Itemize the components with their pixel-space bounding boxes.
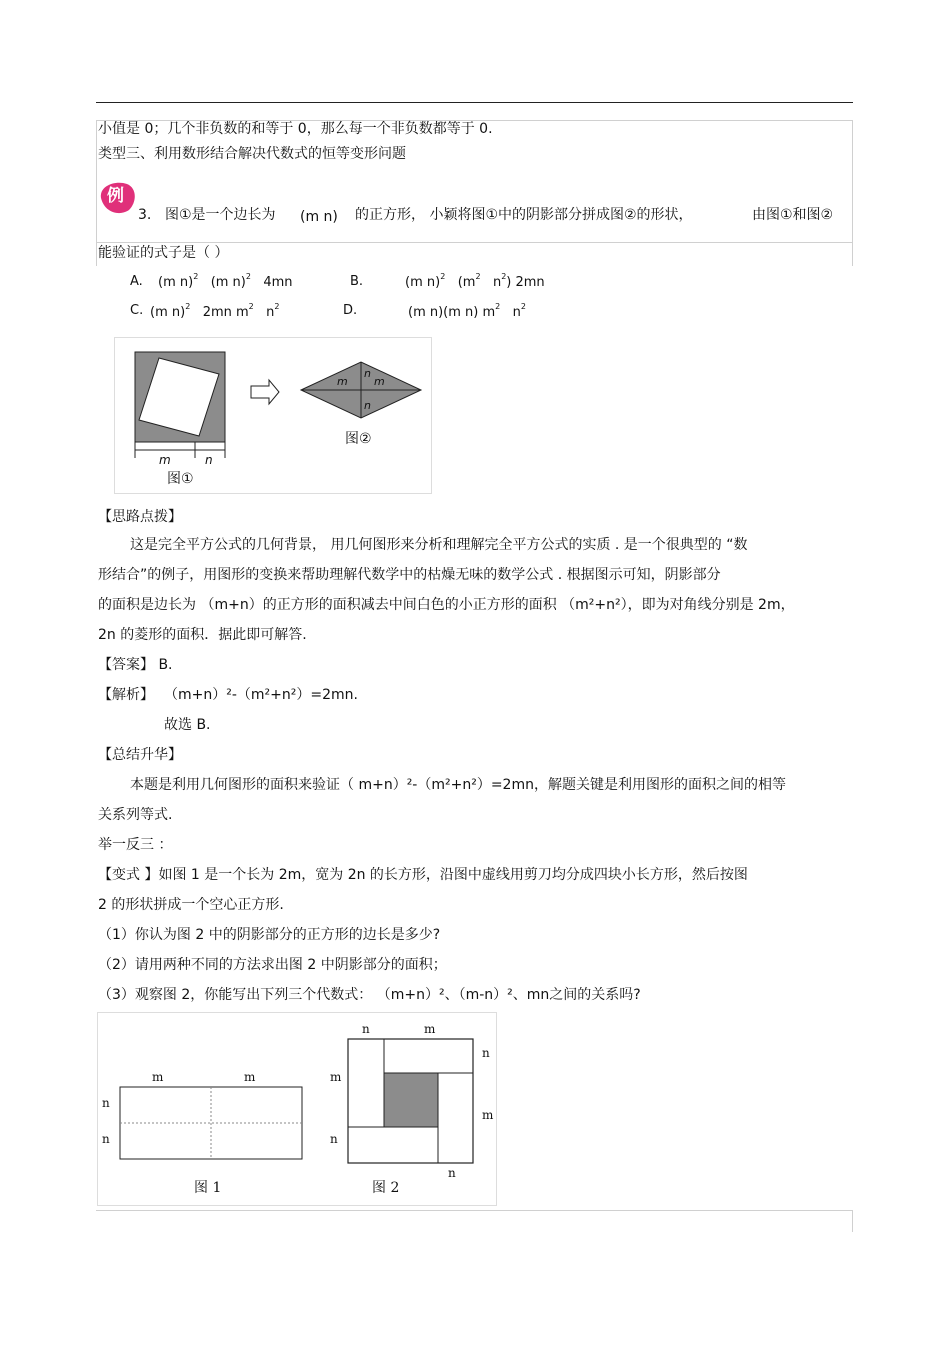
jiexi-expr: （m+n）²-（m²+n²）=2mn.	[164, 687, 358, 703]
option-b-expr: (m n)$^2$ ($m^2$ $n^2$) 2mn	[405, 272, 545, 290]
f2-label-n-right: n	[482, 1046, 490, 1060]
analysis-heading: 【思路点拨】	[98, 509, 182, 525]
fig1-label-m: m	[159, 453, 171, 467]
fig2-caption: 图②	[345, 431, 372, 447]
example-text-c: 由图①和图②	[752, 207, 834, 223]
analysis-p4: 2n 的菱形的面积．据此即可解答.	[98, 627, 307, 643]
example-text-a: 图①是一个边长为	[165, 207, 276, 223]
f2-label-n-top: n	[362, 1022, 370, 1036]
question-3: （3）观察图 2，你能写出下列三个代数式： （m+n）²、（m-n）²、mn之间的关系吗?	[98, 987, 641, 1003]
option-d-label: D.	[343, 303, 358, 318]
question-2: （2）请用两种不同的方法求出图 2 中阴影部分的面积；	[98, 957, 447, 973]
option-c-label: C.	[130, 303, 144, 318]
example-number: 3.	[138, 207, 152, 223]
answer-heading: 【答案】 B.	[98, 657, 173, 673]
rhombus-label-m-right: m	[374, 375, 385, 388]
question-1: （1）你认为图 2 中的阴影部分的正方形的边长是多少?	[98, 927, 441, 943]
option-d-expr: (m n)(m n) $m^2$ $n^2$	[408, 302, 526, 320]
f2-label-m-top: m	[424, 1022, 436, 1036]
variant-figure	[97, 1012, 497, 1206]
summary-p1: 本题是利用几何图形的面积来验证（ m+n）²-（m²+n²）=2mn，解题关键是利用图形的面积之间的相等	[130, 777, 786, 793]
footer-right-edge	[852, 1210, 853, 1232]
type-heading: 类型三、利用数形结合解决代数式的恒等变形问题	[98, 146, 406, 162]
example-figure	[114, 337, 432, 494]
rhombus-label-n-bottom: n	[364, 399, 371, 412]
f2-label-m-left: m	[330, 1070, 342, 1084]
fig1-label-n: n	[205, 453, 213, 467]
variant-heading: 举一反三 ：	[98, 837, 173, 853]
f1-label-n-top: n	[102, 1096, 110, 1110]
variant-p2: 2 的形状拼成一个空心正方形.	[98, 897, 284, 913]
f2-label-n-left: n	[330, 1132, 338, 1146]
example-line2: 能验证的式子是（ ）	[98, 245, 229, 261]
summary-p2: 关系列等式.	[98, 807, 173, 823]
box-right-border	[852, 120, 853, 266]
example-expr: (m n)	[300, 209, 338, 225]
intro-line: 小值是 0；几个非负数的和等于 0，那么每一个非负数都等于 0.	[98, 121, 493, 137]
option-a-expr: (m n)$^2$ (m n)$^2$ 4mn	[158, 272, 293, 290]
f1-label-m-right: m	[244, 1070, 256, 1084]
header-rule	[96, 102, 853, 103]
analysis-p2: 形结合”的例子，用图形的变换来帮助理解代数学中的枯燥无味的数学公式 . 根据图示可知，阴影部分	[98, 567, 721, 583]
footer-rule	[96, 1210, 853, 1211]
option-c-expr: (m n)$^2$ 2mn $m^2$ $n^2$	[150, 302, 280, 320]
f2-caption: 图 2	[372, 1180, 400, 1196]
box-bottom-border	[96, 242, 853, 243]
square-rhombus-diagram	[115, 338, 431, 493]
f1-caption: 图 1	[194, 1180, 222, 1196]
f2-label-n-bottom: n	[448, 1166, 456, 1180]
option-b-label: B.	[350, 274, 364, 289]
answer-choice: 故选 B.	[164, 717, 211, 733]
analysis-p1: 这是完全平方公式的几何背景， 用几何图形来分析和理解完全平方公式的实质 . 是一个很典型的 “数	[130, 537, 748, 553]
example-text-b: 的正方形， 小颖将图①中的阴影部分拼成图②的形状，	[355, 207, 693, 223]
rhombus-label-m-left: m	[337, 375, 348, 388]
analysis-p3: 的面积是边长为 （m+n）的正方形的面积减去中间白色的小正方形的面积 （m²+n²），即为对角线分别是 2m，	[98, 597, 795, 613]
summary-heading: 【总结升华】	[98, 747, 182, 763]
example-badge: 例	[97, 180, 137, 216]
f2-label-m-right: m	[482, 1108, 494, 1122]
variant-p1: 【变式 】如图 1 是一个长为 2m，宽为 2n 的长方形，沿图中虚线用剪刀均分成四块小长方形，然后按图	[98, 867, 748, 883]
jiexi-label: 【解析】	[98, 687, 154, 703]
rectangle-square-diagram	[98, 1013, 496, 1205]
option-a-label: A.	[130, 274, 143, 289]
f1-label-n-bottom: n	[102, 1132, 110, 1146]
rhombus-label-n-top: n	[364, 367, 371, 380]
fig1-caption: 图①	[167, 471, 194, 487]
f1-label-m-left: m	[152, 1070, 164, 1084]
